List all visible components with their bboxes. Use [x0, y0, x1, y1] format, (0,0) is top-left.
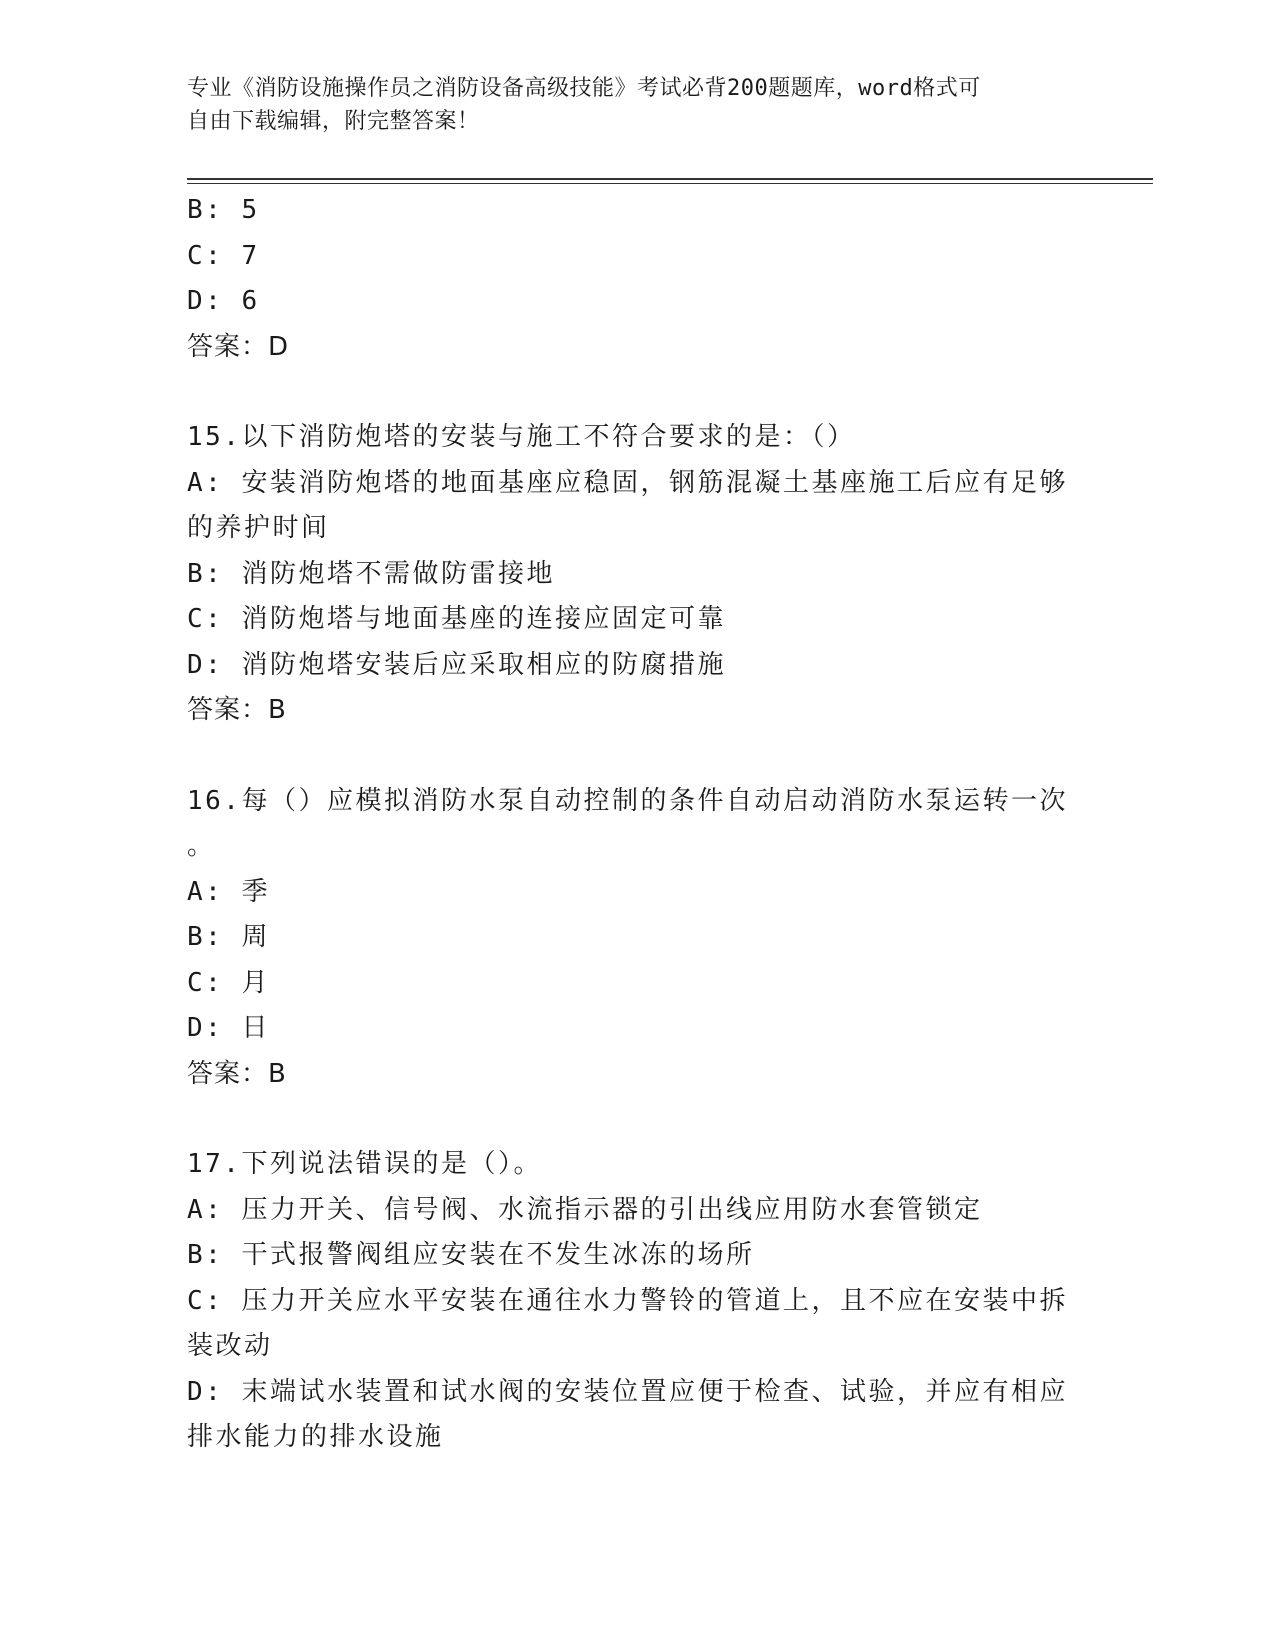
option-a-continued: 的养护时间 [187, 513, 330, 543]
answer-line: 答案：B [187, 695, 287, 725]
spacer [187, 370, 1087, 415]
option-d: D: 6 [187, 286, 260, 316]
question-list [187, 188, 1087, 1461]
option-d: D: 末端试水装置和试水阀的安装位置应便于检查、试验，并应有相应 [187, 1376, 1068, 1407]
question-14-tail [187, 188, 1087, 370]
option-c: C: 消防炮塔与地面基座的连接应固定可靠 [187, 604, 726, 634]
option-b: B: 消防炮塔不需做防雷接地 [187, 558, 555, 589]
option-c: C: 月 [187, 967, 270, 998]
option-a: A: 季 [187, 876, 270, 907]
spacer [187, 1097, 1087, 1142]
answer-line: 答案：B [187, 1058, 287, 1089]
question-15 [187, 415, 1087, 734]
option-d: D: 日 [187, 1013, 270, 1043]
option-d-continued: 排水能力的排水设施 [187, 1422, 444, 1452]
option-b: B: 周 [187, 922, 270, 952]
question-stem: 17.下列说法错误的是（）。 [187, 1149, 542, 1179]
header-line-1: 专业《消防设施操作员之消防设备高级技能》考试必背200题题库，word格式可 [187, 76, 981, 101]
question-stem: 16.每（）应模拟消防水泵自动控制的条件自动启动消防水泵运转一次 [187, 785, 1068, 816]
option-c: C: 压力开关应水平安装在通往水力警铃的管道上，且不应在安装中拆 [187, 1285, 1068, 1316]
document-header [187, 72, 1077, 138]
question-stem: 15.以下消防炮塔的安装与施工不符合要求的是：（） [187, 422, 856, 452]
option-a: A: 压力开关、信号阀、水流指示器的引出线应用防水套管锁定 [187, 1194, 983, 1225]
option-b: B: 干式报警阀组应安装在不发生冰冻的场所 [187, 1240, 755, 1270]
header-line-2: 自由下载编辑，附完整答案！ [187, 109, 480, 134]
option-b: B: 5 [187, 195, 260, 225]
header-divider-thin [187, 183, 1153, 184]
option-a: A: 安装消防炮塔的地面基座应稳固，钢筋混凝土基座施工后应有足够 [187, 467, 1068, 498]
question-16 [187, 779, 1087, 1098]
question-stem-continued: 。 [187, 831, 216, 861]
header-divider [187, 178, 1153, 180]
spacer [187, 734, 1087, 779]
option-c: C: 7 [187, 240, 260, 271]
question-17 [187, 1142, 1087, 1461]
option-d: D: 消防炮塔安装后应采取相应的防腐措施 [187, 649, 726, 680]
answer-line: 答案：D [187, 331, 290, 362]
option-c-continued: 装改动 [187, 1331, 273, 1361]
